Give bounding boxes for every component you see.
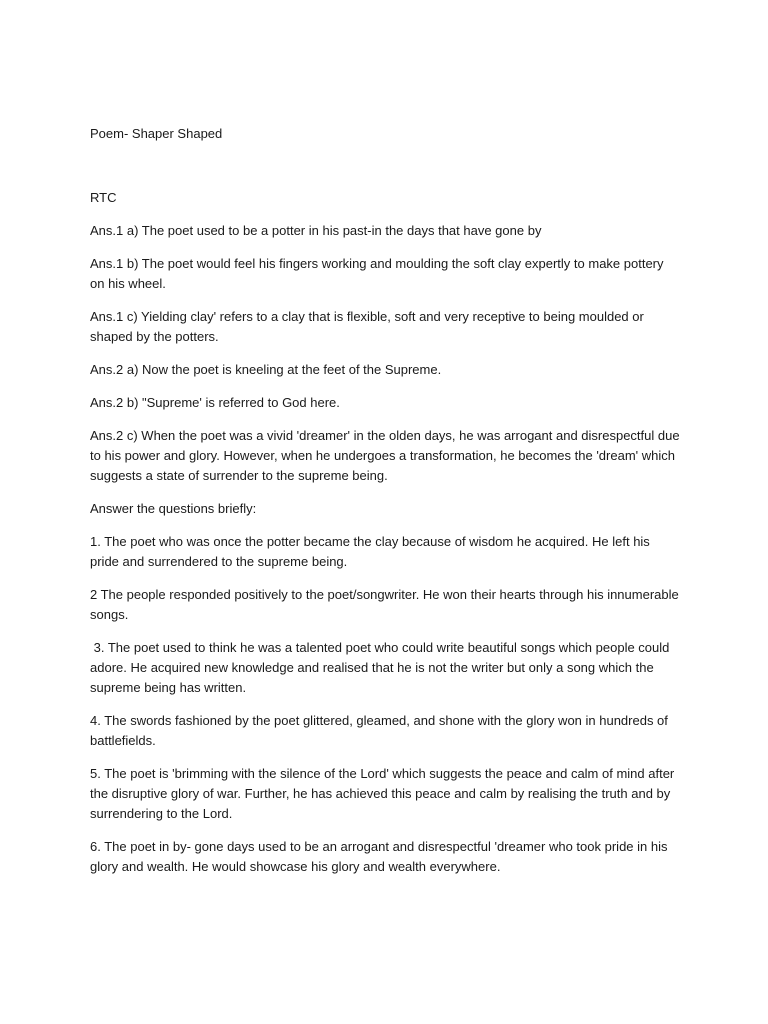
brief-answer-5: 5. The poet is 'brimming with the silence of the Lord' which suggests the peace and calm of mind after the disruptive glory of war. Further, he has achieved this peace and calm by realising the truth and by surrendering to the Lord. — [90, 766, 675, 821]
brief-answer-1: 1. The poet who was once the potter became the clay because of wisdom he acquired. He left his pride and surrendered to the supreme being. — [90, 534, 650, 569]
brief-answer-3: 3. The poet used to think he was a talented poet who could write beautiful songs which people could adore. He acquired new knowledge and realised that he is not the writer but only a song which the supreme being has written. — [90, 640, 674, 695]
page-title: Poem- Shaper Shaped — [90, 126, 223, 141]
section-heading-brief: Answer the questions briefly: — [90, 501, 257, 516]
brief-answer-6: 6. The poet in by- gone days used to be an arrogant and disrespectful 'dreamer who took pride in his glory and wealth. He would showcase his glory and wealth everywhere. — [90, 839, 668, 874]
section-heading-rtc: RTC — [90, 190, 117, 205]
answer-1c: Ans.1 c) Yielding clay' refers to a clay that is flexible, soft and very receptive to being moulded or shaped by the potters. — [90, 309, 644, 344]
document-body — [90, 124, 680, 890]
brief-answer-4: 4. The swords fashioned by the poet glittered, gleamed, and shone with the glory won in hundreds of battlefields. — [90, 713, 668, 748]
answer-2b: Ans.2 b) "Supreme' is referred to God here. — [90, 395, 340, 410]
brief-answer-2: 2 The people responded positively to the poet/songwriter. He won their hearts through his innumerable songs. — [90, 587, 679, 622]
answer-1b: Ans.1 b) The poet would feel his fingers working and moulding the soft clay expertly to make pottery on his wheel. — [90, 256, 664, 291]
answer-1a: Ans.1 a) The poet used to be a potter in his past-in the days that have gone by — [90, 223, 542, 238]
answer-2c: Ans.2 c) When the poet was a vivid 'dreamer' in the olden days, he was arrogant and disrespectful due to his power and glory. However, when he undergoes a transformation, he becomes the 'dream' which suggests a state of surrender to the supreme being. — [90, 428, 680, 483]
answer-2a: Ans.2 a) Now the poet is kneeling at the feet of the Supreme. — [90, 362, 442, 377]
